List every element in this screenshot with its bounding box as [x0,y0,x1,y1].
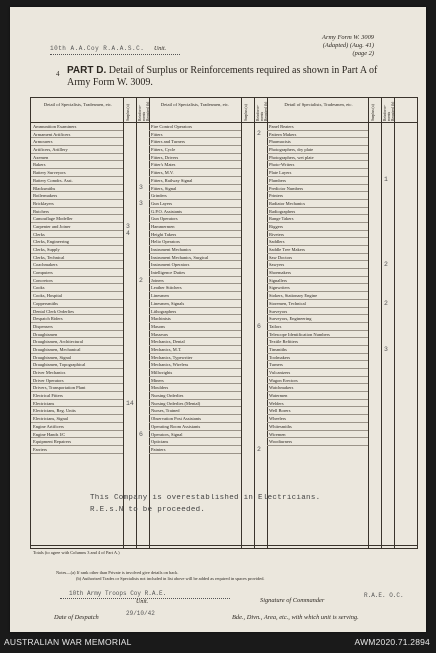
count-value: 3 [139,184,143,192]
specialists-list-1 [31,123,123,454]
specialist-row: Shoemakers [267,269,368,277]
specialist-row: Operators, Signal [149,431,241,439]
specialist-row: Masseurs [149,331,241,339]
col-header-surplus: Surplus (a) [371,104,375,121]
specialist-row: Electricians [31,400,123,408]
specialist-row: Gun Operators [149,215,241,223]
specialist-row: Plate Layers [267,169,368,177]
specialist-row: Height Takers [149,231,241,239]
col-header-surplus: Surplus (a) [126,104,130,121]
count-value: 3 [139,199,143,207]
specialist-row: Printers [267,192,368,200]
count-value: 4 [126,230,130,238]
specialist-row: Clerks, Engineering [31,238,123,246]
specialist-row: Turners [267,361,368,369]
specialist-row: Gun Layers [149,200,241,208]
specialist-row: Well Borers [267,407,368,415]
col-divider [394,98,395,548]
specialist-row: Storemen, Technical [267,300,368,308]
col-divider [241,98,242,548]
count-value: 2 [257,445,261,453]
specialist-row: Engine Hands I/C [31,431,123,439]
specialist-row: Linesmen [149,292,241,300]
specialist-row: Battery Surveyors [31,169,123,177]
specialist-row: Mechanics, Typewriter [149,354,241,362]
specialist-row: Camouflage Modeller [31,215,123,223]
count-value: 2 [139,276,143,284]
count-value: 2 [257,130,261,138]
specialist-row: Stokers, Stationary Engine [267,292,368,300]
specialist-row: Operating Room Assistants [149,423,241,431]
specialist-row: Driver Mechanics [31,369,123,377]
specialist-row: Riveters [267,231,368,239]
count-value: 6 [257,322,261,330]
specialist-row: Bricklayers [31,200,123,208]
specialist-row: Wagon Erectors [267,377,368,385]
specialist-row: Mechanics, M.T. [149,346,241,354]
footer-unit-label: Unit. [136,599,149,605]
specialist-row: Watchmakers [267,384,368,392]
specialist-row: Telescope Identification Numbers [267,331,368,339]
specialist-row: Welders [267,400,368,408]
specialist-row: Fitters, Signal [149,185,241,193]
specialist-row: Signwriters [267,284,368,292]
specialist-row: Draughtsmen, Topographical [31,361,123,369]
specialist-row: Concretors [31,277,123,285]
specialist-row: Fire Control Operators [149,123,241,131]
form-reference [322,34,374,58]
specialist-row: Fitters, Railway Signal [149,177,241,185]
specialist-row: Computers [31,269,123,277]
specialist-row: Dispensers [31,323,123,331]
specialist-row: Range Takers [267,215,368,223]
form-ref-line: Army Form W. 3009 [322,34,374,41]
count-value: 3 [384,345,388,353]
note-line: Notes—(a) If rank other than Private is involved give details on back. [56,570,179,575]
specialist-row: Painters [149,446,241,454]
archive-caption-right: AWM2020.71.2894 [354,637,430,647]
specialist-row: Wheelers [267,415,368,423]
specialist-row: Coachmakers [31,261,123,269]
col-header-specialists: Detail of Specialists, Tradesmen, etc. [43,102,113,107]
header-unit-value: 10th A.A.Coy R.A.A.S.C. [50,45,145,52]
specialist-row: Lithographers [149,308,241,316]
specialist-row: Saw Doctors [267,254,368,262]
specialist-row: Radiator Mechanics [267,200,368,208]
specialist-row: Driver Operators [31,377,123,385]
specialist-row: Linesmen, Signals [149,300,241,308]
col-divider [123,98,124,548]
specialist-row: Machinists [149,315,241,323]
specialist-row: Masons [149,323,241,331]
col-header-surplus: Surplus (a) [244,104,248,121]
specialist-row: G.P.O. Assistants [149,208,241,216]
specialist-row: Farriers [31,446,123,454]
specialist-row: Opticians [149,438,241,446]
specialist-row: Fitters [149,131,241,139]
specialist-row: Mechanics, Dental [149,338,241,346]
specialist-row: Pattern Makers [267,131,368,139]
specialist-row: Nursing Orderlies (Mental) [149,400,241,408]
specialist-row: Cooks, Hospital [31,292,123,300]
specialist-row: Draughtsmen, Architectural [31,338,123,346]
form-ref-line: (page 2) [352,50,374,57]
specialist-row: Despatch Riders [31,315,123,323]
specialists-list-2 [149,123,241,454]
form-notes [56,570,406,582]
signature-value: R.A.E. O.C. [364,592,404,599]
specialist-row: Equipment Repairers [31,438,123,446]
specialist-row: Miners [149,377,241,385]
archive-caption-left: AUSTRALIAN WAR MEMORIAL [4,637,132,647]
specialist-row: Instrument Mechanics [149,246,241,254]
count-value: 3 [126,222,130,230]
specialist-row: Tinsmiths [267,346,368,354]
col-header-reinforcements: Reinforce-ments Required (b) [138,101,150,121]
page-mark: 4 [56,70,60,78]
despatch-date-label: Date of Despatch [54,614,99,621]
specialist-row: Engine Artificers [31,423,123,431]
specialist-row: Hammermen [149,223,241,231]
col-header-reinforcements: Reinforce-ments Required (b) [383,101,395,121]
specialist-row: Dental Clerk Orderlies [31,308,123,316]
col-divider [136,98,137,548]
specialist-row: Instrument Mechanics, Surgical [149,254,241,262]
specialist-row: Millwrights [149,369,241,377]
col-divider [254,98,255,548]
remark-line: R.E.s.N to be proceeded. [90,506,206,514]
count-value: 6 [139,430,143,438]
specialist-row: Woodturners [267,438,368,446]
specialist-row: Intelligence Duties [149,269,241,277]
specialist-row: Boilermakers [31,192,123,200]
specialist-row: Pharmacists [267,138,368,146]
specialist-row: Draughtsmen, Signal [31,354,123,362]
specialist-row: Photo-Writers [267,161,368,169]
form-title [67,65,387,88]
specialist-row: Fitter's Mates [149,161,241,169]
count-value: 2 [384,261,388,269]
specialist-row: Axemen [31,154,123,162]
specialist-row: Artificers, Artillery [31,146,123,154]
specialist-row: Instrument Operators [149,261,241,269]
specialist-row: Clerks, Technical [31,254,123,262]
specialist-row: Surveyors, Engineering [267,315,368,323]
count-value: 14 [126,399,134,407]
footer-unit-value: 10th Army Troops Coy R.A.E. [69,590,167,597]
specialist-row: Surveyors [267,308,368,316]
specialist-row: Ammunition Examiners [31,123,123,131]
specialist-row: Butchers [31,208,123,216]
totals-rule [31,545,417,546]
col-header-reinforcements: Reinforce-ments Required (b) [256,101,268,121]
col-header-specialists: Detail of Specialists, Tradesmen, etc. [160,102,230,107]
specialist-row: Saddle Tree Makers [267,246,368,254]
specialist-row: Radiographers [267,208,368,216]
form-title-text: Detail of Surplus or Reinforcements required as shown in Part A of Army Form W. 3009. [67,65,378,88]
specialist-row: Sawyers [267,261,368,269]
specialist-row: Watermen [267,392,368,400]
specialist-row: Nursing Orderlies [149,392,241,400]
specialist-row: Tailors [267,323,368,331]
specialist-row: Plumbers [267,177,368,185]
specialist-row: Draughtsmen [31,331,123,339]
specialist-row: Battery Comdrs. Asst. [31,177,123,185]
specialist-row: Draughtsmen, Mechanical [31,346,123,354]
totals-label: Totals (to agree with Columns 3 and 4 of Part A.) [33,550,120,555]
specialist-row: Leather Stitchers [149,284,241,292]
form-sheet [10,7,426,632]
specialist-row: Armament Artificers [31,131,123,139]
specialist-row: Fitters, Drivers [149,154,241,162]
specialist-row: Armourers [31,138,123,146]
specialist-row: Photographers, dry plate [267,146,368,154]
specialist-row: Fitters, M.V. [149,169,241,177]
specialist-row: Wiremen [267,431,368,439]
col-divider [368,98,369,548]
despatch-date-value: 29/10/42 [126,610,155,617]
specialist-row: Clerks, Supply [31,246,123,254]
col-header-specialists: Detail of Specialists, Tradesmen, etc. [284,102,353,107]
specialists-list-3 [267,123,368,446]
specialist-row: Predictor Numbers [267,185,368,193]
specialist-row: Coppersmiths [31,300,123,308]
specialist-row: Helio Operators [149,238,241,246]
specialist-row: Blacksmiths [31,185,123,193]
specialist-row: Cooks [31,284,123,292]
specialist-row: Electricians, Reg. Units [31,407,123,415]
col-divider [381,98,382,548]
header-unit-label: Unit. [153,46,167,52]
count-value: 1 [384,176,388,184]
specialists-table [30,97,418,555]
specialist-row: Moulders [149,384,241,392]
specialist-row: Grinders [149,192,241,200]
header-unit-underline [50,54,180,55]
specialist-row: Electricians, Signal [31,415,123,423]
specialist-row: Saddlers [267,238,368,246]
specialist-row: Nurses, Trained [149,407,241,415]
specialist-row: Observation Post Assistants [149,415,241,423]
header-unit [50,45,166,52]
specialist-row: Joiners [149,277,241,285]
remark-line: This Company is overestablished in Electricians. [90,494,321,502]
specialist-row: Clerks [31,231,123,239]
specialist-row: Panel Beaters [267,123,368,131]
form-title-part: PART D. [67,65,107,76]
specialist-row: Fitters and Turners [149,138,241,146]
specialist-row: Drivers, Transportation Plant [31,384,123,392]
specialist-row: Electrical Fitters [31,392,123,400]
specialist-row: Carpenter and Joiner [31,223,123,231]
note-line: (b) Authorised Trades or Specialists not included in list above will be added as required in spaces provided. [76,576,265,581]
specialist-row: Fitters, Cycle [149,146,241,154]
bde-label: Bde., Divn., Area, etc., with which unit is serving. [232,614,359,621]
form-ref-line: (Adapted) (Aug. 41) [322,42,374,49]
specialist-row: Riggers [267,223,368,231]
specialist-row: Toolmakers [267,354,368,362]
signature-label: Signature of Commander [260,597,325,604]
specialist-row: Mechanics, Wireless [149,361,241,369]
specialist-row: Vulcanizers [267,369,368,377]
count-value: 2 [384,299,388,307]
specialist-row: Signallers [267,277,368,285]
specialist-row: Bakers [31,161,123,169]
specialist-row: Photographers, wet plate [267,154,368,162]
specialist-row: Whitesmiths [267,423,368,431]
specialist-row: Textile Refitters [267,338,368,346]
